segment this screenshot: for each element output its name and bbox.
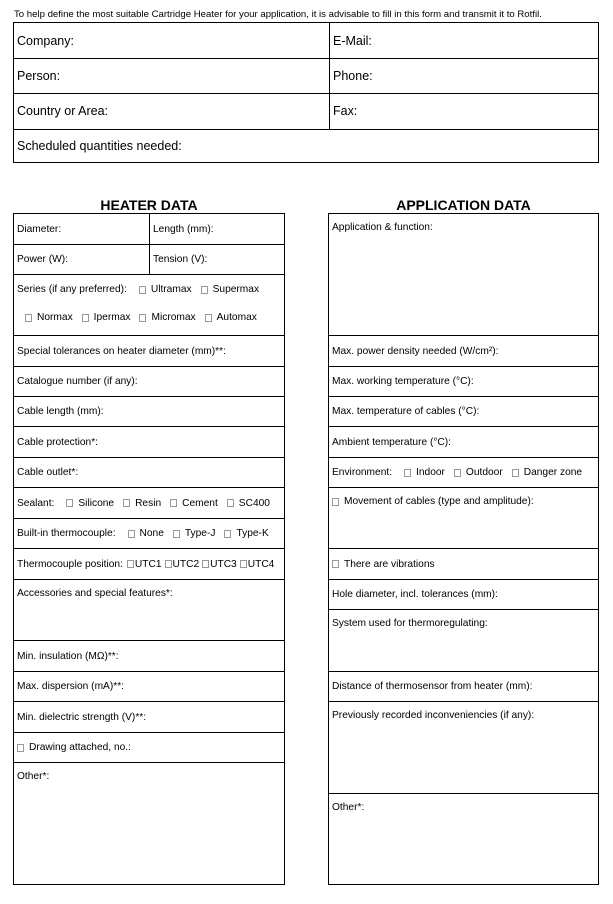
sealant-option-silicone[interactable] xyxy=(66,498,114,509)
option-label: Supermax xyxy=(212,284,260,295)
power-density-label: Max. power density needed (W/cm²): xyxy=(332,345,499,357)
application-data-title: APPLICATION DATA xyxy=(396,197,531,213)
sealant-option-cement[interactable] xyxy=(170,498,218,509)
tolerances-label: Special tolerances on heater diameter (mm)**: xyxy=(17,345,226,357)
checkbox-icon[interactable] xyxy=(139,286,146,294)
function-label: Application & function: xyxy=(332,222,433,233)
phone-label: Phone: xyxy=(333,68,373,83)
hole-label: Hole diameter, incl. tolerances (mm): xyxy=(332,589,498,600)
quantities-label: Scheduled quantities needed: xyxy=(17,138,182,153)
drawing-field xyxy=(14,733,284,763)
working-temp-field[interactable] xyxy=(329,367,598,397)
option-label: Ultramax xyxy=(150,284,192,295)
heater-row-thermocouple xyxy=(14,519,284,549)
checkbox-icon[interactable] xyxy=(165,560,172,568)
environment-option-indoor[interactable] xyxy=(404,467,445,478)
series-option-ipermax[interactable] xyxy=(82,312,131,323)
application-other-field[interactable] xyxy=(329,794,598,884)
tension-label: Tension (V): xyxy=(153,254,208,265)
series-label: Series (if any preferred): xyxy=(17,284,127,295)
option-label: Micromax xyxy=(151,312,196,323)
accessories-field[interactable] xyxy=(14,580,284,641)
environment-option-outdoor[interactable] xyxy=(454,467,503,478)
ambient-temp-label: Ambient temperature (°C): xyxy=(332,436,452,448)
option-label: Normax xyxy=(37,312,73,323)
cable-protection-label: Cable protection*: xyxy=(17,436,98,448)
checkbox-icon[interactable] xyxy=(82,314,89,322)
dispersion-label: Max. dispersion (mA)**: xyxy=(17,681,124,692)
environment-label: Environment: xyxy=(332,467,393,478)
option-label: UTC1 xyxy=(134,558,162,570)
application-data-table xyxy=(328,213,599,885)
option-label: Type-J xyxy=(184,528,216,539)
tolerances-field[interactable] xyxy=(14,336,284,367)
checkbox-icon[interactable] xyxy=(139,314,146,322)
contact-row-quantities xyxy=(14,129,598,162)
heater-other-label: Other*: xyxy=(17,771,50,782)
country-field[interactable] xyxy=(14,93,330,129)
vibrations-label: There are vibrations xyxy=(344,558,435,570)
checkbox-icon[interactable] xyxy=(512,469,519,477)
fax-label: Fax: xyxy=(333,104,358,118)
option-label: Ipermax xyxy=(93,312,131,323)
catalogue-field[interactable] xyxy=(14,367,284,397)
movement-label: Movement of cables (type and amplitude): xyxy=(344,496,534,507)
application-other-label: Other*: xyxy=(332,802,365,813)
heater-data-title: HEATER DATA xyxy=(100,197,198,213)
checkbox-icon[interactable] xyxy=(224,530,231,538)
hole-field[interactable] xyxy=(329,580,598,610)
checkbox-icon[interactable] xyxy=(66,499,73,507)
thermosensor-field[interactable] xyxy=(329,672,598,702)
heater-row-series xyxy=(14,275,284,336)
checkbox-icon[interactable] xyxy=(205,314,212,322)
vibrations-field xyxy=(329,549,598,580)
person-label: Person: xyxy=(17,68,61,83)
movement-field xyxy=(329,488,598,549)
option-label: Silicone xyxy=(78,497,115,509)
power-field[interactable] xyxy=(14,245,150,274)
length-label: Length (mm): xyxy=(153,223,214,235)
ambient-temp-field[interactable] xyxy=(329,427,598,458)
option-label: Type-K xyxy=(236,528,269,539)
contact-row-person xyxy=(14,58,598,94)
tc-position-option-utc4[interactable] xyxy=(240,559,275,570)
checkbox-icon[interactable] xyxy=(201,286,208,294)
contact-table xyxy=(13,22,599,163)
checkbox-icon[interactable] xyxy=(332,560,339,568)
dispersion-field[interactable] xyxy=(14,672,284,702)
function-field[interactable] xyxy=(329,214,598,336)
thermocouple-option-type-j[interactable] xyxy=(173,528,216,539)
checkbox-icon[interactable] xyxy=(128,530,135,538)
tc-position-option-utc1[interactable] xyxy=(127,559,162,570)
checkbox-icon[interactable] xyxy=(25,314,32,322)
sealant-label: Sealant: xyxy=(17,497,55,509)
thermocouple-option-none[interactable] xyxy=(128,528,164,539)
drawing-label: Drawing attached, no.: xyxy=(29,742,131,753)
company-field[interactable] xyxy=(14,23,330,58)
option-label: Automax xyxy=(216,312,257,323)
option-label: UTC3 xyxy=(210,558,237,570)
heater-row-sealant xyxy=(14,488,284,519)
sealant-option-sc400[interactable] xyxy=(227,498,270,509)
company-label: Company: xyxy=(17,33,74,48)
thermosensor-label: Distance of thermosensor from heater (mm): xyxy=(332,681,533,692)
option-label: UTC2 xyxy=(172,558,200,570)
cable-temp-label: Max. temperature of cables (°C): xyxy=(332,406,480,417)
inconveniences-label: Previously recorded inconveniencies (if any): xyxy=(332,710,535,721)
series-option-supermax[interactable] xyxy=(201,284,259,295)
checkbox-icon[interactable] xyxy=(227,499,234,507)
person-field[interactable] xyxy=(14,58,330,93)
fax-field[interactable] xyxy=(330,93,598,129)
cable-length-field[interactable] xyxy=(14,397,284,427)
thermoregulating-field[interactable] xyxy=(329,610,598,672)
series-option-automax[interactable] xyxy=(205,312,257,323)
power-label: Power (W): xyxy=(17,254,68,265)
diameter-label: Diameter: xyxy=(17,223,62,235)
app-row-environment xyxy=(329,458,598,488)
dielectric-label: Min. dielectric strength (V)**: xyxy=(17,711,147,723)
dielectric-field[interactable] xyxy=(14,702,284,733)
heater-data-table xyxy=(13,213,285,885)
email-label: E-Mail: xyxy=(333,33,372,48)
intro-text: To help define the most suitable Cartridge Heater for your application, it is advisable to fill in this form and transmit it to Rotfil. xyxy=(14,9,542,20)
cable-outlet-field[interactable] xyxy=(14,458,284,488)
option-label: Resin xyxy=(135,497,162,509)
accessories-label: Accessories and special features*: xyxy=(17,588,173,599)
insulation-label: Min. insulation (MΩ)**: xyxy=(17,650,119,662)
phone-field[interactable] xyxy=(330,58,598,93)
thermoregulating-label: System used for thermoregulating: xyxy=(332,618,488,629)
option-label: Cement xyxy=(182,497,218,509)
sealant-option-resin[interactable] xyxy=(123,498,161,509)
tc-position-label: Thermocouple position: xyxy=(17,558,123,570)
heater-row-diameter xyxy=(14,214,284,245)
insulation-field[interactable] xyxy=(14,641,284,672)
thermocouple-label: Built-in thermocouple: xyxy=(17,528,116,539)
option-label: UTC4 xyxy=(247,558,275,570)
checkbox-icon[interactable] xyxy=(127,560,134,568)
heater-row-power xyxy=(14,245,284,275)
vibrations-option[interactable] xyxy=(332,559,435,570)
diameter-field[interactable] xyxy=(14,214,150,244)
option-label: SC400 xyxy=(238,497,270,509)
checkbox-icon[interactable] xyxy=(332,498,339,506)
tc-position-option-utc3[interactable] xyxy=(202,559,237,570)
inconveniences-field[interactable] xyxy=(329,702,598,794)
cable-outlet-label: Cable outlet*: xyxy=(17,467,79,478)
series-option-ultramax[interactable] xyxy=(139,284,192,295)
tc-position-option-utc2[interactable] xyxy=(165,559,200,570)
option-label: Outdoor xyxy=(465,467,503,478)
checkbox-icon[interactable] xyxy=(170,499,177,507)
cable-temp-field[interactable] xyxy=(329,397,598,427)
checkbox-icon[interactable] xyxy=(17,744,24,752)
contact-row-country xyxy=(14,93,598,130)
option-label: Indoor xyxy=(416,467,445,478)
movement-option[interactable] xyxy=(332,496,534,507)
checkbox-icon[interactable] xyxy=(123,499,130,507)
heater-row-tc-position xyxy=(14,549,284,580)
checkbox-icon[interactable] xyxy=(202,560,209,568)
option-label: Danger zone xyxy=(523,467,583,478)
option-label: None xyxy=(139,528,164,539)
checkbox-icon[interactable] xyxy=(404,469,411,477)
cable-protection-field[interactable] xyxy=(14,427,284,458)
heater-other-field[interactable] xyxy=(14,763,284,884)
power-density-field[interactable] xyxy=(329,336,598,367)
drawing-option[interactable] xyxy=(17,742,131,753)
thermocouple-option-type-k[interactable] xyxy=(224,528,268,539)
contact-row-company xyxy=(14,23,598,59)
tension-field[interactable] xyxy=(150,245,284,274)
cable-length-label: Cable length (mm): xyxy=(17,406,104,417)
working-temp-label: Max. working temperature (°C): xyxy=(332,376,474,387)
checkbox-icon[interactable] xyxy=(454,469,461,477)
quantities-field[interactable] xyxy=(14,129,598,162)
length-field[interactable] xyxy=(150,214,284,244)
country-label: Country or Area: xyxy=(17,104,109,118)
series-option-normax[interactable] xyxy=(25,312,73,323)
series-option-micromax[interactable] xyxy=(139,312,195,323)
checkbox-icon[interactable] xyxy=(173,530,180,538)
catalogue-label: Catalogue number (if any): xyxy=(17,376,138,387)
email-field[interactable] xyxy=(330,23,598,58)
checkbox-icon[interactable] xyxy=(240,560,247,568)
environment-option-danger-zone[interactable] xyxy=(512,467,582,478)
